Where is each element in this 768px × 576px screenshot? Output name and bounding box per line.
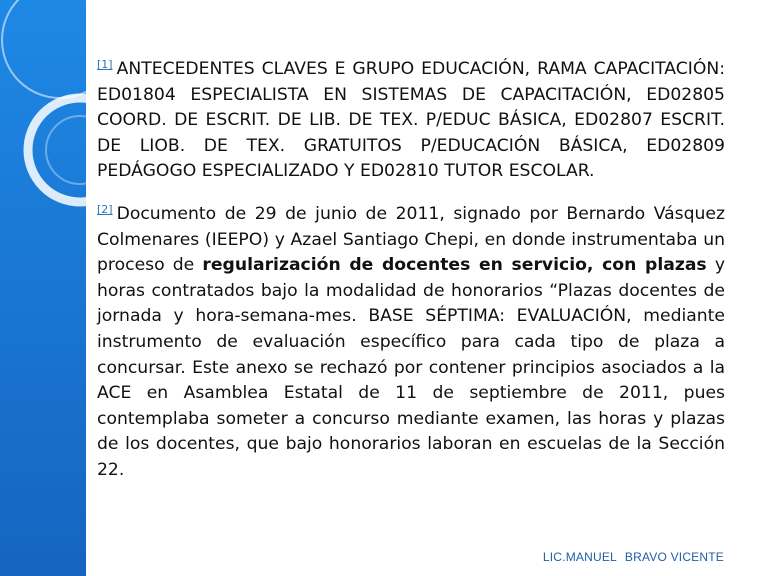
footnote-ref-link[interactable]: [1]	[97, 58, 113, 71]
author-first-name: LIC.MANUEL	[542, 550, 617, 564]
decorative-rings-icon	[0, 0, 86, 576]
decorative-sidebar	[0, 0, 86, 576]
footnotes-content	[97, 52, 725, 496]
footnote-1	[97, 52, 725, 185]
author-last-name: BRAVO VICENTE	[624, 550, 724, 564]
footnote-text: ANTECEDENTES CLAVES E GRUPO EDUCACIÓN, RAMA CAPACITACIÓN: ED01804 ESPECIALISTA EN SISTEMAS DE CAPACITACIÓN, ED02805 COORD. DE ESCRIT. DE LIB. DE TEX. P/EDUC BÁSICA, ED02807 ESCRIT. DE LIOB. DE TEX. GRATUITOS P/EDUCACIÓN BÁSICA, ED02809 PEDÁGOGO ESPECIALIZADO Y ED02810 TUTOR ESCOLAR.	[97, 59, 725, 182]
footnote-text: y horas contratados bajo la modalidad de honorarios “Plazas docentes de jornada y hora-semana-mes. BASE SÉPTIMA: EVALUACIÓN, mediante instrumento de evaluación específico para cada tipo de plaza a concursar. Este anexo se rechazó por contener principios asociados a la ACE en Asamblea Estatal de 11 de septiembre de 2011, pues contemplaba someter a concurso mediante examen, las horas y plazas de los docentes, que bajo honorarios laboran en escuelas de la Sección 22.	[97, 255, 725, 480]
footnote-bold-text: regularización de docentes en servicio, con plazas	[202, 255, 707, 276]
footnote-text: Documento de 29 de junio de 2011, signado por Bernardo Vásquez Colmenares (IEEPO) y Azael Santiago Chepi, en donde instrumentaba un proceso de	[97, 203, 725, 276]
author-footer	[543, 550, 724, 564]
footnote-ref-link[interactable]: [2]	[97, 202, 113, 216]
footnote-2	[97, 197, 725, 484]
